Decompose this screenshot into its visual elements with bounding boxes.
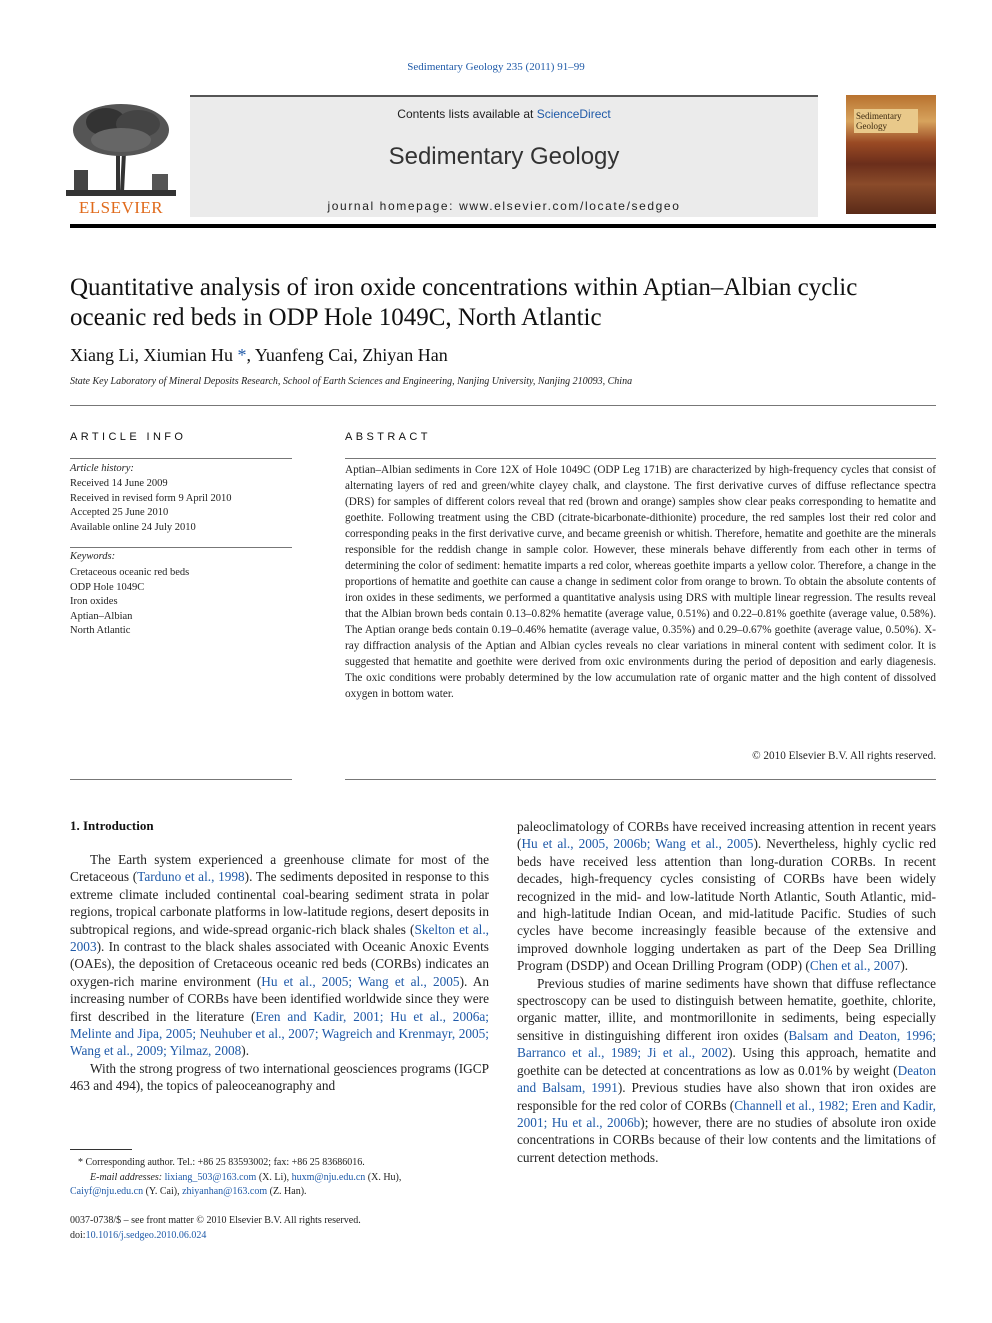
doi-line	[70, 1229, 361, 1244]
body-text: ). An increasing number of CORBs have been identified worldwide since they were first described in the literature (	[70, 973, 489, 1024]
journal-homepage	[190, 199, 818, 213]
history-item: Received 14 June 2009	[70, 478, 168, 489]
citation-link[interactable]: Channell et al., 1982; Eren and Kadir, 2001; Hu et al., 2006b	[517, 1097, 936, 1130]
keyword: Cretaceous oceanic red beds	[70, 567, 190, 578]
paragraph	[517, 818, 936, 975]
history-item: Received in revised form 9 April 2010	[70, 492, 232, 504]
email-link[interactable]: lixiang_503@163.com	[164, 1171, 257, 1183]
email-line	[70, 1171, 489, 1186]
history-item: Available online 24 July 2010	[70, 521, 196, 533]
divider	[70, 779, 292, 780]
divider	[345, 779, 936, 780]
journal-cover-image	[846, 95, 936, 214]
citation-link[interactable]: Eren and Kadir, 2001; Hu et al., 2006a; Melinte and Jipa, 2005; Neuhuber et al., 2007; Wagreich and Krenmayr, 2005; Wang et al., 2009; Yilmaz, 2008	[70, 1008, 489, 1059]
authors-rest: , Yuanfeng Cai, Zhiyan Han	[246, 345, 448, 365]
elsevier-wordmark: ELSEVIER	[78, 198, 164, 217]
body-text: The Earth system experienced a greenhouse climate for most of the Cretaceous (	[70, 852, 489, 885]
body-text: ).	[900, 958, 909, 974]
citation-link[interactable]: Deaton and Balsam, 1991	[517, 1062, 936, 1096]
history-label: Article history:	[70, 463, 134, 474]
citation-link[interactable]: Hu et al., 2005; Wang et al., 2005	[261, 973, 460, 989]
elsevier-logo	[66, 100, 176, 218]
divider	[70, 405, 936, 406]
body-text: Previous studies of marine sediments have shown that diffuse reflectance spectroscopy can be used to distinguish between hematite, goethite, chlorite, organic matter, illite, and montmorillonite in sediments, being especially sensitive in distinguishing different iron oxides (	[517, 975, 936, 1043]
body-text: ); however, there are no studies of absolute iron oxide concentrations in CORBs because of their low contents and the limitations of current detection methods.	[517, 1114, 937, 1165]
tree-icon	[66, 100, 176, 196]
citation-link[interactable]: Hu et al., 2005, 2006b; Wang et al., 2005	[521, 836, 754, 852]
keyword: Iron oxides	[70, 596, 118, 607]
keywords-label: Keywords:	[70, 551, 116, 562]
contents-prefix: Contents lists available at	[397, 107, 537, 121]
corresponding-author-marker[interactable]: *	[237, 345, 247, 365]
body-text: ). In contrast to the black shales associated with Oceanic Anoxic Events (OAEs), the deposition of Cretaceous oceanic red beds (CORBs) indicates an oxygen-rich marine environment (	[70, 939, 489, 989]
section-heading: 1. Introduction	[70, 818, 154, 833]
abstract-text: Aptian–Albian sediments in Core 12X of Hole 1049C (ODP Leg 171B) are characterized by high-frequency cycles that consist of alternating layers of red and green/white clayey chalk, and claystone. The first derivative curves of diffuse reflectance spectra (DRS) for samples of different colors reveal that red (brown and orange) samples show clear peaks corresponding to hematite and goethite. Following treatment using the CBD (citrate-bicarbonate-dithionite) procedure, the red samples lost their red color and corresponding peaks in the first derivative curve, and became greenish or whitish. Therefore, hematite and goethite are the minerals responsible for the reddish change in sample color. However, these minerals behave differently from each other in terms of determining the color of sediment: hematite imparts a red color, whereas goethite imparts a yellow color. Therefore, a change in the proportions of hematite and goethite can cause a change in sediment color from orange to brown. To obtain the absolute contents of iron oxides in these sediments, we performed a quantitative analysis using DRS with multiple linear regression. The results reveal that the Albian brown beds contain 0.13–0.82% hematite (average value, 0.51%) and 0.22–0.81% goethite (average value, 0.58%). The Aptian orange beds contain 0.19–0.46% hematite (average value, 0.35%) and 0.29–0.67% goethite (average value, 0.50%). X-ray diffraction analysis of the Aptian and Albian cycles reveals no clear variations in mineral content with sediment color. It is suggested that hematite and goethite were derived from oxic environments during the period of deposition and early diagenesis. The oxic conditions were probably determined by the low accumulation rate of organic matter and the high content of dissolved oxygen in bottom water.	[345, 464, 936, 700]
doi-label: doi:	[70, 1229, 86, 1241]
keyword: North Atlantic	[70, 625, 131, 636]
header-divider	[70, 224, 936, 228]
history-list	[70, 477, 232, 535]
body-text: paleoclimatology of CORBs have received increasing attention in recent years (	[517, 819, 936, 852]
divider	[70, 458, 292, 459]
keyword: ODP Hole 1049C	[70, 581, 145, 593]
body-text: ). Nevertheless, highly cyclic red beds have received less attention than long-duration CORBs. In recent decades, high-frequency cycles consisting of CORBs have been widely recognized in the mid- and low-latitude North Atlantic, South Atlantic, mid- and high-latitude Indian Ocean, and mid-latitude Pacific. Studies of such cycles have become increasingly feasible because of the extensive and improved downhole logging undertaken as part of the Deep Sea Drilling Program (DSDP) and Ocean Drilling Program (ODP) (	[517, 836, 936, 974]
journal-citation[interactable]: Sedimentary Geology 235 (2011) 91–99	[407, 61, 585, 73]
body-text: ). Previous studies have also shown that iron oxides are responsible for the red color of CORBs (	[517, 1080, 936, 1113]
body-text: ). Using this approach, hematite and goethite can be detected at concentrations as low as 0.01% by weight (	[517, 1045, 936, 1078]
email-owner: (X. Li),	[256, 1171, 292, 1183]
email-owner: (Z. Han).	[267, 1186, 307, 1197]
paragraph	[517, 975, 936, 1166]
homepage-prefix: journal homepage:	[327, 199, 460, 213]
copyright: © 2010 Elsevier B.V. All rights reserved.	[752, 750, 936, 762]
email-link[interactable]: Caiyf@nju.edu.cn	[70, 1186, 144, 1197]
body-column-left	[70, 851, 489, 1095]
divider	[70, 547, 292, 548]
author-list	[70, 345, 448, 366]
keywords-list	[70, 566, 189, 639]
body-text: With the strong progress of two international geosciences programs (IGCP 463 and 494), the topics of paleoceanography and	[70, 1060, 489, 1094]
body-text: ).	[241, 1043, 250, 1059]
homepage-url[interactable]: www.elsevier.com/locate/sedgeo	[459, 199, 681, 213]
cover-title: Sedimentary Geology	[854, 109, 918, 133]
email-owner: (Y. Cai),	[143, 1186, 183, 1197]
paragraph	[70, 851, 489, 1060]
affiliation: State Key Laboratory of Mineral Deposits Research, School of Earth Sciences and Engineering, Nanjing University, Nanjing 210093, China	[70, 376, 633, 387]
divider	[345, 458, 936, 459]
citation-link[interactable]: Chen et al., 2007	[809, 958, 901, 974]
email-link[interactable]: huxm@nju.edu.cn	[291, 1171, 366, 1183]
contents-line	[190, 107, 818, 121]
article-info-heading: ARTICLE INFO	[70, 431, 187, 443]
body-text: ). The sediments deposited in response to this extreme climate included continental coal-bearing sediment strata in polar regions, tropical carbonate platforms in low-latitude regions, desert deposits in subtropical regions, and wide-spread organic-rich black shales (	[70, 869, 489, 937]
email-line	[70, 1185, 489, 1200]
footnote-divider	[70, 1149, 132, 1150]
email-link[interactable]: zhiyanhan@163.com	[182, 1186, 268, 1197]
issn-block	[70, 1214, 361, 1243]
email-owner: (X. Hu),	[365, 1171, 402, 1183]
email-label: E-mail addresses:	[90, 1171, 165, 1183]
journal-name: Sedimentary Geology	[388, 143, 620, 170]
body-column-right	[517, 818, 936, 1166]
article-title: Quantitative analysis of iron oxide concentrations within Aptian–Albian cyclic oceanic red beds in ODP Hole 1049C, North Atlantic	[70, 274, 858, 331]
citation-link[interactable]: Balsam and Deaton, 1996; Barranco et al., 1989; Ji et al., 2002	[517, 1027, 936, 1061]
abstract-heading: ABSTRACT	[345, 431, 431, 443]
sciencedirect-link[interactable]: ScienceDirect	[536, 107, 611, 121]
doi-link[interactable]: 10.1016/j.sedgeo.2010.06.024	[85, 1229, 207, 1241]
history-item: Accepted 25 June 2010	[70, 507, 169, 518]
corresponding-author-note: * Corresponding author. Tel.: +86 25 83593002; fax: +86 25 83686016.	[78, 1157, 365, 1168]
footnote	[70, 1156, 489, 1200]
paragraph	[70, 1060, 489, 1095]
authors-first: Xiang Li, Xiumian Hu	[70, 345, 238, 365]
keyword: Aptian–Albian	[70, 610, 133, 622]
front-matter-line: 0037-0738/$ – see front matter © 2010 Elsevier B.V. All rights reserved.	[70, 1215, 361, 1226]
citation-link[interactable]: Tarduno et al., 1998	[137, 869, 245, 885]
journal-banner	[190, 95, 818, 217]
citation-link[interactable]: Skelton et al., 2003	[70, 921, 490, 955]
